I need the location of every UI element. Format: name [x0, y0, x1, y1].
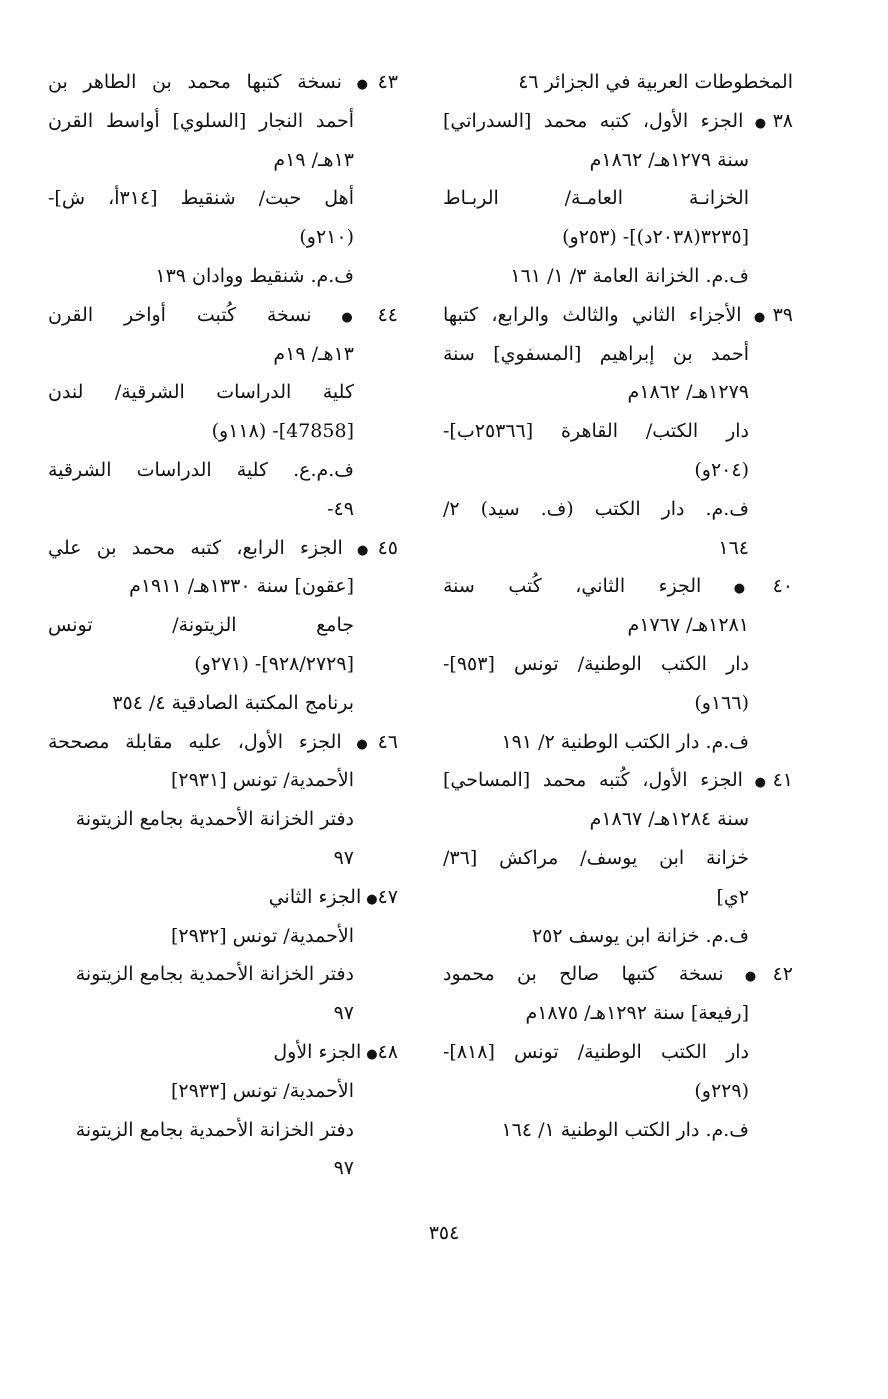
- entry-text: الجزء الأول، كتبه محمد [السدراتي]: [443, 109, 744, 132]
- entry-text: ١٣هـ/ ١٩م: [273, 342, 354, 365]
- entry-number: ٣٩: [772, 303, 793, 326]
- entry-line: [443, 1033, 793, 1072]
- entry-text: دفتر الخزانة الأحمدية بجامع الزيتونة: [75, 808, 354, 831]
- entry-number: ٤٨: [377, 1040, 398, 1063]
- entry-text: المخطوطات العربية في الجزائر ٤٦: [518, 71, 793, 93]
- entry-text: جامع الزيتونة/ تونس: [48, 614, 354, 637]
- entry-text: دار الكتب الوطنية/ تونس [٩٥٣]-: [443, 652, 749, 675]
- bullet-icon: ●: [347, 542, 378, 558]
- entry-line: [443, 800, 793, 839]
- entry-text: أحمد النجار [السلوي] أواسط القرن: [48, 109, 354, 132]
- bullet-icon: ●: [747, 775, 773, 791]
- bullet-icon: ●: [346, 736, 378, 752]
- entry-line: [443, 141, 793, 180]
- entry-text: [رفيعة] سنة ١٢٩٢هـ/ ١٨٧٥م: [525, 1002, 749, 1025]
- entry-line: [443, 335, 793, 374]
- entry-line: [48, 917, 398, 956]
- entry-text: [47858]- (١١٨و): [211, 420, 354, 443]
- entry-text: [٩٢٨/٢٧٢٩]- (٢٧١و): [194, 652, 354, 675]
- entry-text: ف.م.ع. كلية الدراسات الشرقية: [48, 458, 354, 481]
- entry-line: [48, 839, 398, 878]
- entry-line: [443, 218, 793, 257]
- entry-text: ف.م. خزانة ابن يوسف ٢٥٢: [531, 924, 749, 947]
- entry-number: ٤٤: [377, 303, 398, 326]
- entry-text: سنة ١٢٨٤هـ/ ١٨٦٧م: [589, 808, 749, 831]
- entry-line: [48, 1111, 398, 1150]
- entry-text: أهل حبت/ شنقيط [٣١٤أ، ش]-: [48, 187, 354, 210]
- entry-line: [443, 451, 793, 490]
- bullet-icon: ●: [746, 309, 773, 325]
- entry-text: دفتر الخزانة الأحمدية بجامع الزيتونة: [75, 1118, 354, 1141]
- entry-line: [48, 684, 398, 723]
- entry-heading-line: [48, 63, 398, 102]
- entry-line: [48, 1149, 398, 1188]
- entry-text: أحمد بن إبراهيم [المسفوي] سنة: [443, 342, 749, 365]
- entry-text: ٩٧: [333, 1002, 354, 1025]
- entry-line: [443, 994, 793, 1033]
- entry-text: ١٢٧٩هـ/ ١٨٦٢م: [627, 381, 749, 404]
- entry-line: [443, 63, 793, 102]
- entry-heading-line: [443, 102, 793, 141]
- entry-line: [48, 1072, 398, 1111]
- right-column: [443, 63, 793, 1149]
- entry-text: الخزانـة العامـة/ الربـاط: [443, 187, 749, 210]
- entry-text: الجزء الرابع، كتبه محمد بن علي: [48, 536, 343, 559]
- entry-heading-line: [48, 878, 398, 917]
- entry-text: ف.م. شنقيط ووادان ١٣٩: [155, 264, 354, 287]
- entry-line: [443, 412, 793, 451]
- entry-text: نسخة كتبها محمد بن الطاهر بن: [48, 71, 342, 93]
- entry-number: ٤١: [772, 769, 793, 792]
- entry-text: الأحمدية/ تونس [٢٩٣٢]: [170, 924, 354, 947]
- entry-text: دفتر الخزانة الأحمدية بجامع الزيتونة: [75, 963, 354, 986]
- entry-text: ١٦٤: [718, 536, 749, 559]
- bullet-icon: ●: [728, 969, 773, 985]
- entry-line: [443, 878, 793, 917]
- entry-text: ٢ي]: [716, 885, 749, 908]
- entry-number: ٤٥: [377, 536, 398, 559]
- entry-line: [443, 373, 793, 412]
- entry-line: [443, 1111, 793, 1150]
- entry-line: [48, 257, 398, 296]
- entry-text: ٤٩-: [327, 497, 354, 520]
- entry-number: ٤٦: [377, 730, 398, 753]
- entry-text: خزانة ابن يوسف/ مراكش [٣٦/: [443, 846, 749, 869]
- entry-line: [443, 723, 793, 762]
- entry-text: ف.م. دار الكتب الوطنية ١/ ١٦٤: [501, 1118, 749, 1141]
- entry-text: ٩٧: [333, 1157, 354, 1180]
- entry-text: ف.م. دار الكتب الوطنية ٢/ ١٩١: [501, 730, 749, 753]
- entry-line: [48, 412, 398, 451]
- entry-line: [48, 761, 398, 800]
- bullet-icon: ●: [706, 581, 773, 597]
- entry-line: [443, 645, 793, 684]
- entry-text: ٩٧: [333, 846, 354, 869]
- entry-heading-line: [48, 723, 398, 762]
- entry-line: [48, 800, 398, 839]
- entry-text: الجزء الأول، عليه مقابلة مصححة: [48, 730, 342, 753]
- entry-text: الجزء الأول: [273, 1040, 362, 1063]
- left-column: [48, 63, 398, 1188]
- page-number: ٣٥٤: [428, 1222, 460, 1244]
- entry-line: [443, 917, 793, 956]
- entry-text: [عقون] سنة ١٣٣٠هـ/ ١٩١١م: [129, 575, 354, 598]
- entry-text: الجزء الأول، كُتبه محمد [المساحي]: [443, 769, 743, 792]
- entry-line: [48, 490, 398, 529]
- entry-line: [48, 373, 398, 412]
- entry-text: الأحمدية/ تونس [٢٩٣١]: [170, 769, 354, 792]
- entry-number: ٣٨: [772, 109, 793, 132]
- entry-text: (٢٠٤و): [694, 458, 749, 481]
- entry-text: الجزء الثاني، كُتب سنة: [443, 575, 702, 598]
- entry-line: [443, 257, 793, 296]
- entry-text: ف.م. دار الكتب (ف. سيد) ٢/: [443, 497, 749, 520]
- entry-line: [443, 529, 793, 568]
- bullet-icon: ●: [366, 1046, 378, 1062]
- entry-number: ٤٠: [772, 575, 793, 598]
- entry-heading-line: [443, 296, 793, 335]
- entry-text: ١٢٨١هـ/ ١٧٦٧م: [627, 614, 749, 637]
- entry-text: دار الكتب/ القاهرة [٢٥٣٦٦ب]-: [443, 420, 749, 443]
- entry-heading-line: [443, 761, 793, 800]
- entry-text: ١٣هـ/ ١٩م: [273, 148, 354, 171]
- entry-line: [443, 684, 793, 723]
- entry-text: برنامج المكتبة الصادقية ٤/ ٣٥٤: [112, 691, 354, 714]
- entry-text: الأجزاء الثاني والثالث والرابع، كتبها: [443, 303, 742, 326]
- entry-line: [443, 490, 793, 529]
- entry-line: [443, 839, 793, 878]
- entry-line: [48, 994, 398, 1033]
- entry-heading-line: [443, 567, 793, 606]
- bullet-icon: ●: [316, 309, 378, 325]
- entry-text: (٢١٠و): [299, 226, 354, 249]
- entry-text: نسخة كتبها صالح بن محمود: [443, 963, 724, 986]
- entry-line: [48, 335, 398, 374]
- entry-line: [48, 451, 398, 490]
- bullet-icon: ●: [346, 77, 378, 92]
- entry-line: [48, 141, 398, 180]
- entry-line: [443, 1072, 793, 1111]
- entry-text: نسخة كُتبت أواخر القرن: [48, 303, 312, 326]
- entry-text: (١٦٦و): [694, 691, 749, 714]
- entry-text: سنة ١٢٧٩هـ/ ١٨٦٢م: [589, 148, 749, 171]
- entry-text: ف.م. الخزانة العامة ٣/ ١/ ١٦١: [510, 264, 749, 287]
- entry-heading-line: [48, 296, 398, 335]
- entry-heading-line: [48, 529, 398, 568]
- bullet-icon: ●: [748, 115, 773, 131]
- entry-number: ٤٢: [772, 963, 793, 986]
- entry-line: [48, 567, 398, 606]
- entry-line: [443, 179, 793, 218]
- entry-number: ٤٣: [377, 71, 398, 93]
- entry-line: [48, 955, 398, 994]
- entry-text: دار الكتب الوطنية/ تونس [٨١٨]-: [443, 1040, 749, 1063]
- bullet-icon: ●: [366, 891, 378, 907]
- entry-text: (٢٢٩و): [694, 1079, 749, 1102]
- entry-line: [48, 606, 398, 645]
- entry-heading-line: [443, 955, 793, 994]
- entry-line: [48, 218, 398, 257]
- entry-line: [48, 179, 398, 218]
- entry-text: الأحمدية/ تونس [٢٩٣٣]: [170, 1079, 354, 1102]
- entry-line: [443, 606, 793, 645]
- entry-text: الجزء الثاني: [268, 885, 362, 908]
- entry-text: كلية الدراسات الشرقية/ لندن: [48, 381, 354, 404]
- entry-line: [48, 102, 398, 141]
- entry-number: ٤٧: [377, 885, 398, 908]
- entry-line: [48, 645, 398, 684]
- entry-heading-line: [48, 1033, 398, 1072]
- entry-text: [٣٢٣٥(٢٠٣٨د)]- (٢٥٣و): [562, 226, 749, 249]
